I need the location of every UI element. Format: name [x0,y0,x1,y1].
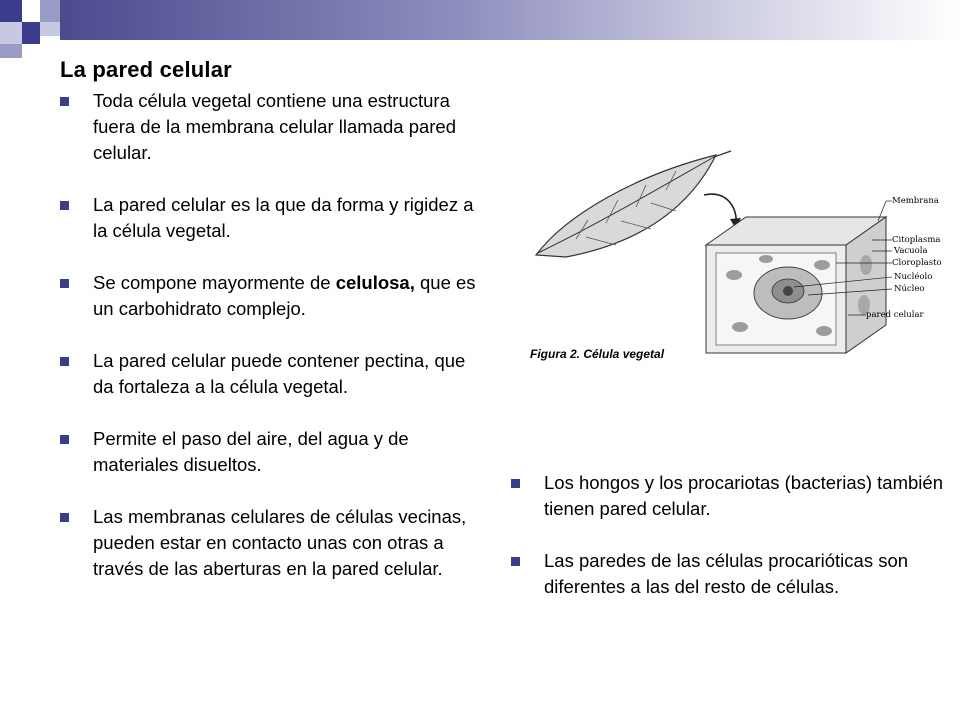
header-gradient-bar [60,0,960,40]
square-bullet-icon [60,201,69,210]
figure-caption: Figura 2. Célula vegetal [530,347,665,361]
bullet-text: Las paredes de las células procarióticas son diferentes a las del resto de células. [544,550,909,597]
bullet-text: Los hongos y los procariotas (bacterias) también tienen pared celular. [544,472,943,519]
square-bullet-icon [511,479,520,488]
list-item [60,426,490,478]
list-item [511,548,951,600]
square-bullet-icon [60,97,69,106]
label-pared: pared celular [866,310,924,320]
bullet-text: Toda célula vegetal contiene una estructura fuera de la membrana celular llamada pared celular. [93,90,457,163]
label-membrana: Membrana [892,196,939,206]
list-item [60,270,490,322]
square-bullet-icon [60,357,69,366]
label-citoplasma: Citoplasma [892,235,941,245]
bold-term: celulosa, [335,272,415,293]
list-item [60,192,490,244]
leaf-icon [536,151,731,257]
slide-title: La pared celular [60,57,232,82]
list-item [60,88,490,166]
left-bullet-list [60,88,490,582]
bullet-text-part: Se compone mayormente de [93,272,336,293]
bullet-text: La pared celular puede contener pectina, que da fortaleza a la célula vegetal. [93,350,466,397]
cell-block-icon [706,217,886,353]
square-bullet-icon [511,557,520,566]
label-cloroplasto: Cloroplasto [892,258,942,268]
list-item [60,348,490,400]
list-item [60,504,490,582]
list-item [511,470,951,522]
square-bullet-icon [60,435,69,444]
plant-cell-illustration [526,145,950,371]
bullet-text: Permite el paso del aire, del agua y de materiales disueltos. [93,428,409,475]
right-bullet-list [511,470,951,600]
square-bullet-icon [60,513,69,522]
label-nucleo: Núcleo [894,284,925,294]
bullet-text [93,272,476,319]
bullet-text: Las membranas celulares de células vecinas, pueden estar en contacto unas con otras a través de las aberturas en la pared celular. [93,506,467,579]
label-vacuola: Vacuola [894,246,928,256]
bullet-text-part: que es un carbohidrato complejo. [93,272,476,319]
square-bullet-icon [60,279,69,288]
bullet-text: La pared celular es la que da forma y rigidez a la célula vegetal. [93,194,474,241]
label-nucleolo: Nucléolo [894,272,933,282]
